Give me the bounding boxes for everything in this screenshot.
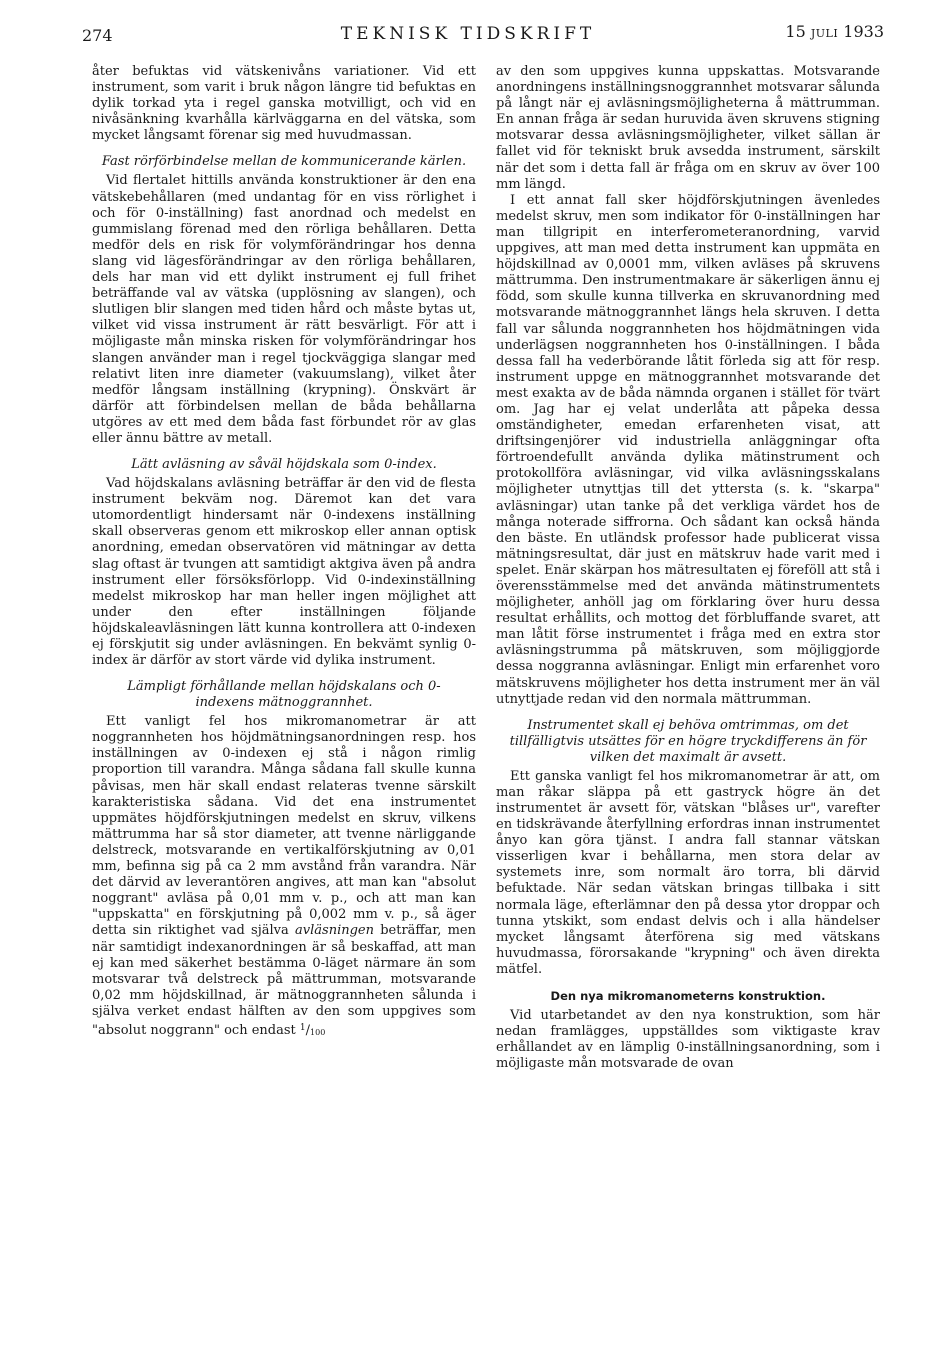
section-heading: Instrumentet skall ej behöva omtrimmas, om det tillfälligtvis utsättes för en högre tryckdifferens än för vilken det maximalt är avsett.: [509, 717, 867, 765]
right-column: [496, 64, 880, 1072]
paragraph: åter befuktas vid vätskenivåns variationer. Vid ett instrument, som varit i bruk någon längre tid befuktas en dylik torkad yta i regel ganska motvilligt, och vid en nivåsänkning kvarhålla kärlväggarna en del vätska, som mycket långsamt förenar sig med huvudmassan.: [92, 64, 476, 144]
section-heading: Fast rörförbindelse mellan de kommunicerande kärlen.: [101, 154, 467, 170]
date-day: 15: [785, 22, 806, 41]
paragraph-text: beträffar, men när samtidigt indexanordningen är så beskaffad, att man ej kan med säkerhet bestämma 0-läget närmare än som motsvarar två delstreck på mättrumman, motsvarande 0,02 mm höjdskillnad, är mätnoggrannheten sålunda i själva verket endast hälften av den som uppgives som "absolut noggrann" och endast: [92, 923, 476, 1038]
fraction-denominator: 100: [310, 1027, 326, 1037]
paragraph: Vid flertalet hittills använda konstruktioner är den ena vätskebehållaren (med undantag för en viss rörlighet i och för 0-inställning) fast anordnad och medelst en gummislang förenad med den rörliga behållaren. Detta medför dels en risk för volymförändringar hos denna slang vid lägesförändringar av den rörliga behållaren, dels har man vid ett dylikt instrument ej full frihet beträffande val av vätska (upplösning av slangen), och slutligen blir slangen med tiden hård och måste bytas ut, vilket vid vissa instrument är rätt besvärligt. För att i möjligaste mån minska risken för volymförändringar hos slangen använder man i regel tjockväggiga slangar med relativt liten inre diameter (vakuumslang), vilket åter medför långsam inställning (krypning). Önskvärt är därför att förbindelsen mellan de båda behållarna utgöres av ett med dem båda fast förbundet rör av glas eller ännu bättre av metall.: [92, 173, 476, 446]
emphasis-text: avläsningen: [295, 923, 374, 939]
left-column: [92, 64, 476, 1041]
issue-date: [785, 22, 884, 41]
paragraph: Vad höjdskalans avläsning beträffar är den vid de flesta instrument bekväm nog. Däremot kan det vara utomordentligt hindersamt när 0-indexens inställning skall observeras genom ett mikroskop eller annan optisk anordning, emedan observatören vid mätningar av detta slag oftast är tvungen att samtidigt aktgiva även på andra instrument eller försöksförlopp. Vid 0-indexinställning medelst mikroskop har man heller ingen möjlighet att under den efter inställningen följande höjdskaleavläsningen lätt kunna kontrollera att 0-indexen ej förskjutit sig under avläsningen. En bekvämt synlig 0-index är därför av stort värde vid dylika instrument.: [92, 476, 476, 669]
paragraph: Vid utarbetandet av den nya konstruktion, som här nedan framlägges, uppställdes som viktigaste krav erhållandet av en lämplig 0-inställningsanordning, som i möjligaste mån motsvarade de ovan: [496, 1008, 880, 1072]
section-heading-bold: Den nya mikromanometerns konstruktion.: [550, 988, 826, 1003]
paragraph: I ett annat fall sker höjdförskjutningen ävenledes medelst skruv, men som indikator för 0-inställningen har man tillgripit en interferometeranordning, varvid uppgives, att man med detta instrument kan uppmäta en höjdskillnad av 0,0001 mm, vilken avläses på skruvens mättrumma. Den instrumentmakare är säkerligen ännu ej född, som skulle kunna tillverka en skruvanordning med motsvarande mätnoggrannhet längs hela skruven. I detta fall var sålunda noggrannheten hos höjdmätningen vida underlägsen noggrannheten hos 0-inställningen. I båda dessa fall ha vederbörande låtit förleda sig att för resp. instrument uppge en mätnoggrannhet motsvarande det mest exakta av de båda nämnda organen i stället för tvärt om. Jag har ej velat underlåta att påpeka dessa omständigheter, emedan erfarenheten visat, att driftsingenjörer vid industriella anläggningar ofta förtroendefullt använda dylika mätinstrument och protokollföra avläsningar, vid vilka avläsningsskalans möjligheter utnyttjas till det yttersta (s. k. "skarpa" avläsningar) utan tanke på det verkliga värdet hos de många noterade siffrorna. Och sådant kan också hända den bäste. En utländsk professor hade publicerat vissa mätningsresultat, där just en mätskruv hade varit med i spelet. Enär skärpan hos mätresultaten ej föreföll att stå i överensstämmelse med det använda mätinstrumentets möjligheter, anhöll jag om förklaring över huru dessa resultat erhållits, och mottog det förbluffande svaret, att man låtit förse instrumentet i fråga med en extra stor avläsningstrumma på mätskruven, som möjliggjorde dessa noggranna avläsningar. Enligt min erfarenhet voro mätskruvens möjligheter hos detta instrument mer än väl utnyttjade redan vid den normala mättrumman.: [496, 192, 880, 707]
paragraph: av den som uppgives kunna uppskattas. Motsvarande anordningens inställningsnoggrannhet motsvarar sålunda på långt när ej avläsningsmöjligheterna å mättrumman. En annan fråga är sedan huruvida även skruvens stigning motsvarar dessa avläsningsmöjligheter, vilket sällan är fallet vid för tekniskt bruk avsedda instrument, särskilt när det som i detta fall är fråga om en skruv av över 100 mm längd.: [496, 64, 880, 192]
paragraph: Ett vanligt fel hos mikromanometrar är att noggrannheten hos höjdmätningsanordningen resp. hos inställningen av 0-indexen ej stå i någon rimlig proportion till varandra. Många sådana fall skulle kunna påvisas, men här skall endast relateras tvenne särskilt karakteristiska sådana. Vid det ena instrumentet uppmätes höjdförskjutningen medelst en skruv, vilkens mättrumma har så stor diameter, att tvenne närliggande delstreck, motsvarande en vertikalförskjutning av 0,01 mm, befinna sig på ca 2 mm avstånd från varandra. När det därvid av leverantören angives, att man kan "absolut noggrant" avläsa på 0,01 mm v. p., och att man kan "uppskatta" en förskjutning på 0,002 mm v. p., så äger detta sin riktighet vad själva avläsningen beträffar, men när samtidigt indexanordningen är så beskaffad, att man ej kan med säkerhet bestämma 0-läget närmare än som motsvarar två delstreck på mättrumman, motsvarande 0,02 mm höjdskillnad, är mätnoggrannheten sålunda i själva verket endast hälften av den som uppgives som "absolut noggrann" och endast $^1$/100: [92, 714, 476, 1038]
paragraph-text: Ett vanligt fel hos mikromanometrar är att noggrannheten hos höjdmätningsanordningen resp. hos inställningen av 0-indexen ej stå i någon rimlig proportion till varandra. Många sådana fall skulle kunna påvisas, men här skall endast relateras tvenne särskilt karakteristiska sådana. Vid det ena instrumentet uppmätes höjdförskjutningen medelst en skruv, vilkens mättrumma har så stor diameter, att tvenne närliggande delstreck, motsvarande en vertikalförskjutning av 0,01 mm, befinna sig på ca 2 mm avstånd från varandra. När det därvid av leverantören angives, att man kan "absolut noggrant" avläsa på 0,01 mm v. p., och att man kan "uppskatta" en förskjutning på 0,002 mm v. p., så äger detta sin riktighet vad själva: [92, 714, 476, 939]
date-month: JULI: [810, 27, 839, 40]
section-heading: Lämpligt förhållande mellan höjdskalans och 0-indexens mätnoggrannhet.: [127, 679, 441, 711]
paragraph: Ett ganska vanligt fel hos mikromanometrar är att, om man råkar släppa på ett gastryck högre än det instrumentet är avsett för, vätskan "blåses ur", varefter en tidskrävande återfyllning erfordras innan instrumentet ånyo kan göra tjänst. I andra fall stannar vätskan visserligen kvar i behållarna, men stora delar av systemets inre, som normalt äro torra, bli därvid befuktade. När sedan vätskan bringas tillbaka i sitt normala läge, efterlämnar den på dessa ytor droppar och tunna ytskikt, som endast delvis och i alla händelser mycket långsamt återförena sig med vätskans huvudmassa, förorsakande "krypning" och även direkta mätfel.: [496, 768, 880, 977]
page-number: 274: [82, 26, 113, 45]
date-year: 1933: [843, 22, 884, 41]
journal-title: TEKNISK TIDSKRIFT: [340, 24, 596, 44]
fraction-numerator: 1: [299, 1022, 306, 1033]
section-heading: Lätt avläsning av såväl höjdskala som 0-index.: [131, 457, 437, 473]
page-header: [0, 22, 936, 52]
